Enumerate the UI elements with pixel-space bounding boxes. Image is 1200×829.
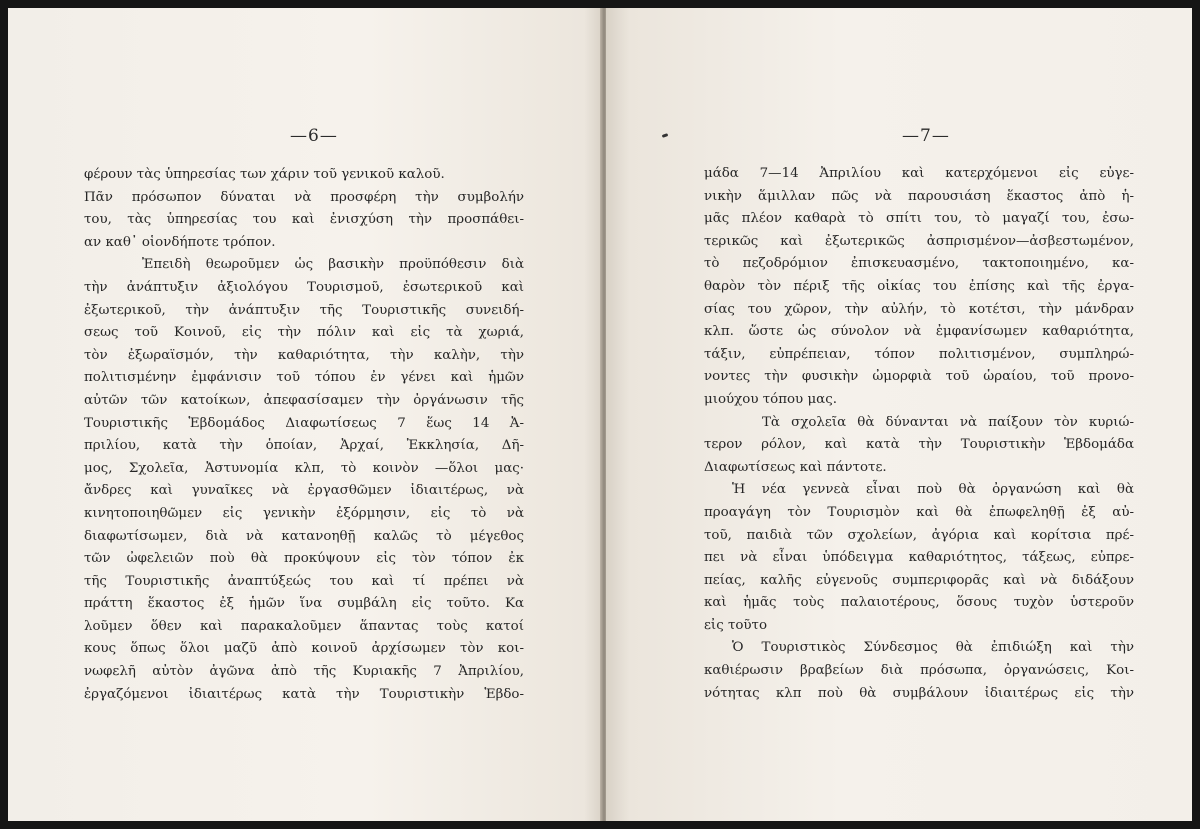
text-line: θαρὸν τὸν πέριξ τῆς οἰκίας του ἐπίσης καὶ τῆς ἐργα-	[704, 278, 1134, 294]
ink-speck	[662, 133, 669, 138]
text-line: Πᾶν πρόσωπον δύναται νὰ προσφέρη τὴν συμβολήν	[84, 189, 524, 205]
text-line: του, τὰς ὑπηρεσίας του καὶ ἐνισχύση τὴν προσπάθει-	[84, 212, 524, 228]
text-line: μᾶς πλέον καθαρὰ τὸ σπίτι του, τὸ μαγαζί του, ἐσω-	[704, 211, 1134, 227]
left-page-text	[84, 164, 524, 706]
text-line: αν καθ᾽ οἱονδήποτε τρόπον.	[84, 234, 276, 250]
text-line: τοῦ, παιδιὰ τῶν σχολείων, ἀγόρια καὶ κορίτσια πρέ-	[704, 527, 1134, 543]
text-line: Διαφωτίσεως καὶ πάντοτε.	[704, 459, 887, 475]
text-line: μιούχου τόπου μας.	[704, 391, 837, 407]
text-line: Τουριστικῆς Ἑβδομάδος Διαφωτίσεως 7 ἕως 14 Ἀ-	[84, 415, 524, 431]
left-page	[8, 8, 602, 821]
text-line: πράττη ἕκαστος ἐξ ἡμῶν ἵνα συμβάλη εἰς τοῦτο. Κα	[84, 596, 524, 612]
text-line: τῆς Τουριστικῆς ἀναπτύξεώς του καὶ τί πρέπει νὰ	[84, 573, 524, 589]
text-line: ἄνδρες καὶ γυναῖκες νὰ ἐργασθῶμεν ἰδιαιτέρως, νὰ	[84, 483, 524, 499]
text-line: τερικῶς καὶ ἐξωτερικῶς ἀσπρισμένον—ἀσβεστωμένον,	[704, 233, 1134, 249]
page-number-left: —6—	[290, 126, 338, 146]
text-line: προαγάγη τὸν Τουρισμὸν καὶ θὰ ἐπωφεληθῇ ἐξ αὐ-	[704, 504, 1134, 520]
text-line: τερον ρόλον, καὶ κατὰ τὴν Τουριστικὴν Ἑβδομάδα	[704, 437, 1134, 453]
text-line: τὴν ἀνάπτυξιν ἀξιολόγου Τουρισμοῦ, ἐσωτερικοῦ καὶ	[84, 279, 524, 295]
text-line: Τὰ σχολεῖα θὰ δύνανται νὰ παίξουν τὸν κυριώ-	[762, 414, 1134, 430]
text-line: διαφωτίσωμεν, διὰ νὰ κατανοηθῇ καλῶς τὸ μέγεθος	[84, 528, 524, 544]
text-line: μος, Σχολεῖα, Ἀστυνομία κλπ, τὸ κοινὸν —ὅλοι μας·	[84, 460, 524, 476]
text-line: τῶν ὠφελειῶν ποὺ θὰ προκύψουν εἰς τὸν τόπον ἐκ	[84, 551, 524, 567]
text-line: σίας του χῶρον, τὴν αὐλήν, τὸ κοτέτσι, τὴν μάνδραν	[704, 301, 1134, 317]
text-line: Ὁ Τουριστικὸς Σύνδεσμος θὰ ἐπιδιώξη καὶ τὴν	[732, 640, 1134, 656]
text-line: νωφελῆ αὐτὸν ἀγῶνα ἀπὸ τῆς Κυριακῆς 7 Ἀπριλίου,	[84, 664, 524, 680]
text-line: τὸν ἐξωραϊσμόν, τὴν καθαριότητα, τὴν καλὴν, τὴν	[84, 347, 524, 363]
text-line: φέρουν τὰς ὑπηρεσίας των χάριν τοῦ γενικοῦ καλοῦ.	[84, 167, 445, 182]
text-line: τάξιν, εὐπρέπειαν, τόπον πολιτισμένον, συμπληρώ-	[704, 346, 1134, 362]
right-page	[606, 8, 1192, 821]
text-line: πολιτισμένην ἐμφάνισιν τοῦ τόπου ἐν γένει καὶ ἡμῶν	[84, 370, 524, 386]
text-line: ἐξωτερικοῦ, τὴν ἀνάπτυξιν τῆς Τουριστικῆς συνειδή-	[84, 302, 524, 318]
text-line: νότητας κλπ ποὺ θὰ συμβάλουν ἰδιαιτέρως εἰς τὴν	[704, 685, 1134, 701]
text-line: Ἐπειδὴ θεωροῦμεν ὡς βασικὴν προϋπόθεσιν διὰ	[142, 257, 524, 273]
text-line: τὸ πεζοδρόμιον ἐπισκευασμένο, τακτοποιημένο, κα-	[704, 256, 1134, 272]
text-line: Ἡ νέα γεννεὰ εἶναι ποὺ θὰ ὀργανώση καὶ θὰ	[732, 482, 1134, 498]
text-line: ἐργαζόμενοι ἰδιαιτέρως κατὰ τὴν Τουριστικὴν Ἑβδο-	[84, 686, 524, 702]
text-line: πει νὰ εἶναι ὑπόδειγμα καθαριότητος, τάξεως, εὐπρε-	[704, 550, 1134, 566]
text-line: αὐτῶν τῶν κατοίκων, ἀπεφασίσαμεν τὴν ὀργάνωσιν τῆς	[84, 392, 524, 408]
right-page-text	[704, 163, 1134, 705]
text-line: λοῦμεν ὅθεν καὶ παρακαλοῦμεν ἅπαντας τοὺς κατοί	[84, 618, 524, 634]
text-line: κινητοποιηθῶμεν εἰς γενικὴν ἐξόρμησιν, εἰς τὸ νὰ	[84, 505, 524, 521]
text-line: κλπ. ὥστε ὡς σύνολον νὰ ἐμφανίσωμεν καθαριότητα,	[704, 324, 1134, 340]
text-line: εἰς τοῦτο	[704, 617, 768, 633]
text-line: κους ὅπως ὅλοι μαζῦ ἀπὸ κοινοῦ ἀρχίσωμεν τὸν κοι-	[84, 641, 524, 657]
text-line: σεως τοῦ Κοινοῦ, εἰς τὴν πόλιν καὶ εἰς τὰ χωριά,	[84, 325, 524, 341]
text-line: νοντες τὴν φυσικὴν ὠμορφιὰ τοῦ ὡραίου, τοῦ προνο-	[704, 369, 1134, 385]
text-line: πείας, καλῆς εὐγενοῦς συμπεριφορᾶς καὶ νὰ διδάξουν	[704, 572, 1134, 588]
page-number-right: —7—	[902, 126, 950, 146]
text-line: νικὴν ἅμιλλαν πῶς νὰ παρουσιάση ἕκαστος ἀπὸ ἡ-	[704, 188, 1134, 204]
text-line: καὶ ἡμᾶς τοὺς παλαιοτέρους, ὅσους τυχὸν ὑστεροῦν	[704, 595, 1134, 611]
text-line: καθιέρωσιν βραβείων διὰ πρόσωπα, ὀργανώσεις, Κοι-	[704, 663, 1134, 679]
text-line: μάδα 7—14 Ἀπριλίου καὶ κατερχόμενοι εἰς εὐγε-	[704, 166, 1134, 181]
text-line: πριλίου, κατὰ τὴν ὁποίαν, Ἀρχαί, Ἐκκλησία, Δῆ-	[84, 438, 524, 454]
